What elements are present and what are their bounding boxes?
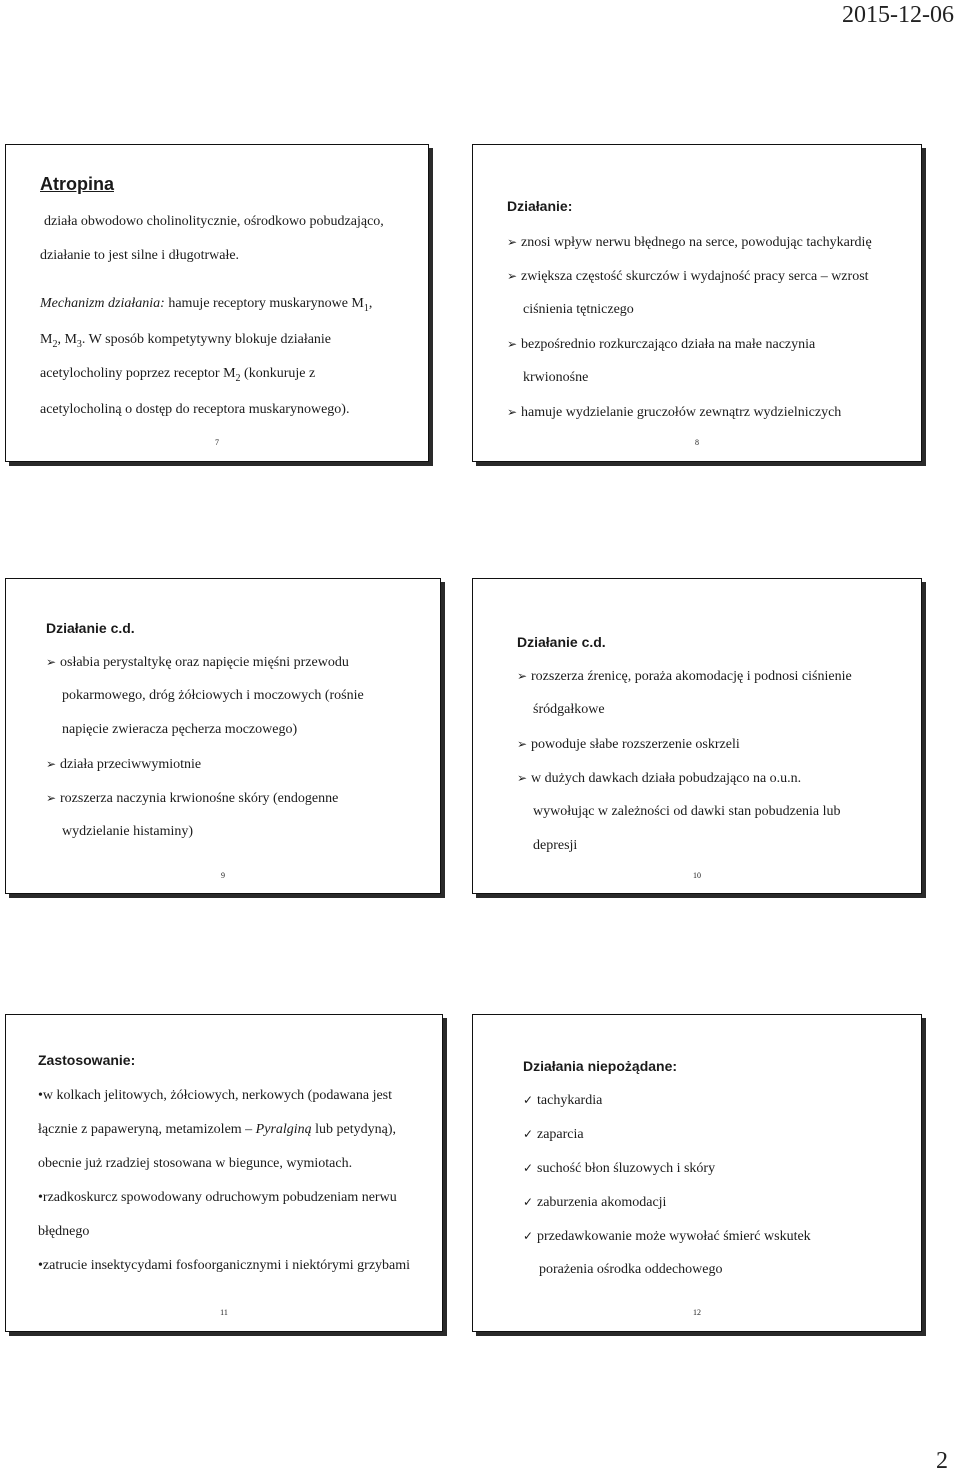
text-span: hamuje receptory muskarynowe M xyxy=(164,296,364,311)
slide-number: 12 xyxy=(693,1308,701,1317)
arrow-bullet-icon: ➢ xyxy=(507,235,518,249)
text-line: działanie to jest silne i długotrwałe. xyxy=(40,248,240,263)
arrow-bullet-icon: ➢ xyxy=(517,669,528,683)
page-date: 2015-12-06 xyxy=(842,2,954,28)
text-span: przedawkowanie może wywołać śmierć wskutek xyxy=(537,1229,811,1244)
arrow-bullet-icon: ➢ xyxy=(507,337,518,351)
bullet-item xyxy=(507,267,869,286)
check-item xyxy=(523,1227,811,1246)
check-bullet-icon: ✓ xyxy=(523,1127,534,1141)
check-bullet-icon: ✓ xyxy=(523,1161,534,1175)
text-line: depresji xyxy=(533,838,578,853)
slide-heading: Działanie c.d. xyxy=(517,634,606,650)
text-line: •w kolkach jelitowych, żółciowych, nerkowych (podawana jest xyxy=(38,1088,393,1103)
text-span: . W sposób kompetytywny blokuje działanie xyxy=(81,332,332,347)
mechanism-label: Mechanizm działania: xyxy=(40,296,165,311)
text-span: bezpośrednio rozkurczająco działa na małe naczynia xyxy=(521,337,816,352)
arrow-bullet-icon: ➢ xyxy=(507,405,518,419)
text-span: lub petydyną), xyxy=(311,1122,397,1137)
subscript: 1 xyxy=(363,302,369,314)
slide-title: Atropina xyxy=(40,174,114,194)
text-line: wydzielanie histaminy) xyxy=(62,824,194,839)
text-span: , M xyxy=(57,332,77,347)
slide-number: 7 xyxy=(215,438,219,447)
text-span: Pyralginą xyxy=(255,1122,312,1137)
text-span: M xyxy=(40,332,53,347)
subscript: 2 xyxy=(52,338,58,350)
slide-number: 11 xyxy=(220,1308,228,1317)
text-line: ciśnienia tętniczego xyxy=(523,302,634,317)
text-line xyxy=(40,365,315,383)
slide-11 xyxy=(5,1014,443,1332)
text-span: (konkuruje z xyxy=(240,366,316,381)
slide-8 xyxy=(472,144,922,462)
text-span: acetylocholiny poprzez receptor M xyxy=(40,366,236,381)
text-line: •rzadkoskurcz spowodowany odruchowym pobudzeniam nerwu xyxy=(38,1190,397,1205)
text-span: zwiększa częstość skurczów i wydajność pracy serca – wzrost xyxy=(521,269,869,284)
text-line: •zatrucie insektycydami fosfoorganicznymi i niektórymi grzybami xyxy=(38,1258,411,1273)
text-span: działa przeciwwymiotnie xyxy=(60,757,202,772)
bullet-item xyxy=(517,769,801,788)
text-line: wywołując w zależności od dawki stan pobudzenia lub xyxy=(533,804,841,819)
text-span: tachykardia xyxy=(537,1093,603,1108)
bullet-item xyxy=(46,653,349,672)
text-line: działa obwodowo cholinolitycznie, ośrodkowo pobudzająco, xyxy=(44,214,384,229)
text-span: znosi wpływ nerwu błędnego na serce, powodując tachykardię xyxy=(521,235,872,250)
bullet-item xyxy=(507,335,815,354)
text-span: zaparcia xyxy=(537,1127,584,1142)
text-line xyxy=(40,331,331,349)
bullet-item xyxy=(517,667,852,686)
check-bullet-icon: ✓ xyxy=(523,1195,534,1209)
text-span: w dużych dawkach działa pobudzająco na o.u.n. xyxy=(531,771,802,786)
slide-heading: Działania niepożądane: xyxy=(523,1058,678,1074)
text-line: napięcie zwieracza pęcherza moczowego) xyxy=(62,722,298,737)
slide-number: 8 xyxy=(695,438,699,447)
text-span: rozszerza źrenicę, poraża akomodację i podnosi ciśnienie xyxy=(531,669,852,684)
slide-heading: Działanie: xyxy=(507,198,573,214)
slide-9 xyxy=(5,578,441,894)
text-line: krwionośne xyxy=(523,370,589,385)
arrow-bullet-icon: ➢ xyxy=(46,655,57,669)
text-line xyxy=(40,295,372,313)
slide-10 xyxy=(472,578,922,894)
check-item xyxy=(523,1091,602,1110)
text-span: rozszerza naczynia krwionośne skóry (endogenne xyxy=(60,791,339,806)
text-line: acetylocholiną o dostęp do receptora muskarynowego). xyxy=(40,402,350,417)
text-line: obecnie już rzadziej stosowana w biegunce, wymiotach. xyxy=(38,1156,353,1171)
text-span: suchość błon śluzowych i skóry xyxy=(537,1161,716,1176)
page-number: 2 xyxy=(936,1448,948,1474)
arrow-bullet-icon: ➢ xyxy=(46,791,57,805)
slide-heading: Działanie c.d. xyxy=(46,620,135,636)
check-item xyxy=(523,1193,666,1212)
slide-7 xyxy=(5,144,429,462)
text-span: osłabia perystaltykę oraz napięcie mięśni przewodu xyxy=(60,655,349,670)
bullet-item xyxy=(517,735,740,754)
text-line: porażenia ośrodka oddechowego xyxy=(539,1262,723,1277)
check-item xyxy=(523,1125,584,1144)
slide-12 xyxy=(472,1014,922,1332)
slide-heading: Zastosowanie: xyxy=(38,1052,136,1068)
text-line: śródgałkowe xyxy=(533,702,605,717)
text-span: , xyxy=(368,296,373,311)
arrow-bullet-icon: ➢ xyxy=(517,737,528,751)
slide-number: 10 xyxy=(693,871,701,880)
text-line: pokarmowego, dróg żółciowych i moczowych (rośnie xyxy=(62,688,364,703)
bullet-item xyxy=(507,403,841,422)
subscript: 3 xyxy=(76,338,82,350)
check-item xyxy=(523,1159,715,1178)
check-bullet-icon: ✓ xyxy=(523,1229,534,1243)
arrow-bullet-icon: ➢ xyxy=(517,771,528,785)
bullet-item xyxy=(46,789,338,808)
arrow-bullet-icon: ➢ xyxy=(507,269,518,283)
text-span: hamuje wydzielanie gruczołów zewnątrz wydzielniczych xyxy=(521,405,842,420)
text-span: powoduje słabe rozszerzenie oskrzeli xyxy=(531,737,740,752)
slide-number: 9 xyxy=(221,871,225,880)
bullet-item xyxy=(46,755,201,774)
bullet-item xyxy=(507,233,872,252)
arrow-bullet-icon: ➢ xyxy=(46,757,57,771)
text-span: zaburzenia akomodacji xyxy=(537,1195,667,1210)
text-span: łącznie z papaweryną, metamizolem – xyxy=(38,1122,256,1137)
text-line xyxy=(38,1121,396,1139)
text-line: błędnego xyxy=(38,1224,90,1239)
subscript: 2 xyxy=(235,372,241,384)
check-bullet-icon: ✓ xyxy=(523,1093,534,1107)
